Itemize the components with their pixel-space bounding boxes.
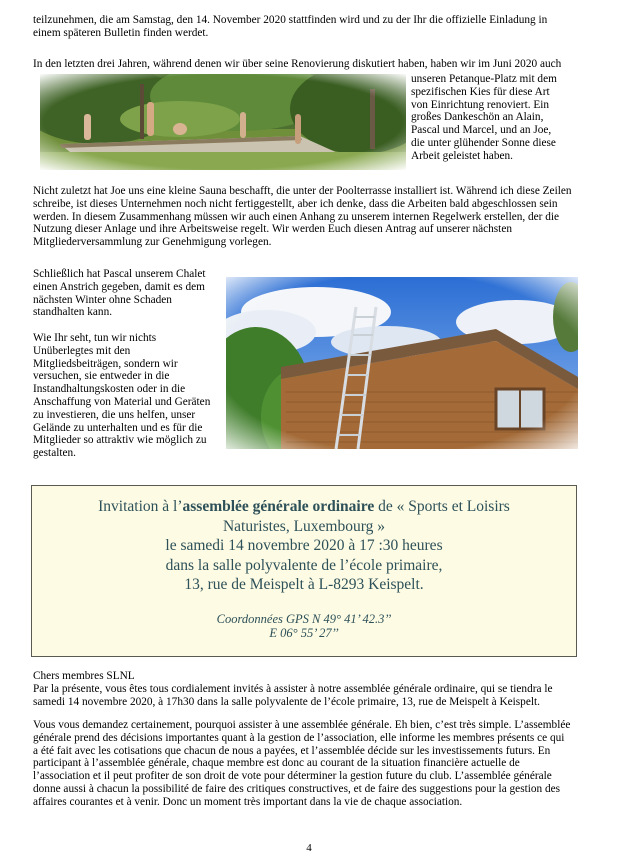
petanque-side-line: Arbeit geleistet haben. [411, 149, 513, 162]
sauna-line: Mitgliederversammlung zur Genehmigung vorlegen. [33, 236, 272, 249]
gps-east: E 06° 55’ 27’’ [269, 625, 339, 640]
sauna-line: Nutzung dieser Anlage und ihre Arbeitsweise regelt. Wir werden Euch diesen Antrag auf unserer nächsten [33, 223, 512, 236]
letter-p2-line: participant à l’assemblée générale, chaque membre est donc au courant de la situation financière actuelle de [33, 757, 520, 770]
petanque-line-1: In den letzten drei Jahren, während denen wir über seine Renovierung diskutiert haben, haben wir im Juni 2020 auch [33, 58, 562, 70]
sauna-line: Nicht zuletzt hat Joe uns eine kleine Sauna beschafft, die unter der Poolterrasse installiert ist. Während ich diese Zeilen [33, 185, 572, 197]
chalet-line: standhalten kann. [33, 306, 113, 319]
petanque-side-line: von Einrichtung renoviert. Ein [411, 98, 550, 111]
letter-paragraph-2 [33, 719, 575, 809]
letter-p2-line: affaires courantes et à venir. Donc un moment très important dans la vie de chaque association. [33, 795, 463, 808]
letter-p2-line: donne aussi à chacun la possibilité de faire des critiques constructives, et de faire des suggestions pour la gestion des [33, 782, 561, 795]
chalet-photo [226, 277, 578, 449]
letter-p1-line: samedi 14 novembre 2020, à 17h30 dans la salle polyvalente de l’école primaire, 13, rue de Meispelt à Keispelt. [33, 695, 540, 708]
petanque-side-line: Pascal und Marcel, und an Joe, [411, 124, 552, 137]
invitation-line-2: Naturistes, Luxembourg » [222, 517, 385, 535]
intro-line-1: teilzunehmen, die am Samstag, den 14. November 2020 stattfinden wird und zu der Ihr die offizielle Einladung in [33, 14, 548, 26]
chalet-line: nächsten Winter ohne Schaden [33, 293, 172, 306]
beitraege-line: Mitgliedsbeiträgen, sondern wir [33, 357, 178, 370]
intro-line-2: einem späteren Bulletin finden werdet. [33, 27, 209, 39]
petanque-side-line: spezifischen Kies für diese Art [411, 85, 550, 98]
letter-salutation: Chers membres SLNL [33, 670, 135, 682]
beitraege-line: Anschaffung von Material und Geräten [33, 395, 211, 408]
sauna-paragraph [33, 185, 575, 249]
invitation-bold: assemblée générale ordinaire [182, 498, 375, 515]
beitraege-line: gestalten. [33, 447, 76, 460]
beitraege-paragraph [33, 332, 213, 460]
invitation-venue: dans la salle polyvalente de l’école primaire, [165, 556, 443, 574]
beitraege-line: versuchen, sie entweder in die [33, 370, 170, 383]
beitraege-line: Gelände zu unterhalten und es für die [33, 421, 203, 434]
petanque-side-line: großes Dankeschön an Alain, [411, 111, 544, 124]
beitraege-line: zu investieren, die uns helfen, unser [33, 408, 196, 421]
petanque-photo [40, 74, 406, 170]
invitation-box [31, 485, 577, 657]
beitraege-line: Unüberlegtes mit den [33, 344, 131, 357]
invitation-post: de « Sports et Loisirs [374, 498, 510, 515]
chalet-paragraph [33, 268, 213, 319]
petanque-side-line: die unter glühender Sonne diese [411, 136, 556, 149]
letter-p2-line: l’association et il peut profiter de son droit de vote pour déterminer la gestion future du club. L’assemblée générale [33, 770, 552, 783]
beitraege-line: Mitglieder so attraktiv wie möglich zu [33, 434, 207, 447]
sauna-line: werden. In diesem Zusammenhang müssen wir auch einen Anhang zu unserem internen Regelwerk erstellen, der die [33, 210, 560, 223]
beitraege-line: Instandhaltungskosten oder in die [33, 383, 186, 396]
letter-p1-line: Par la présente, vous êtes tous cordialement invités à assister à notre assemblée générale ordinaire, qui se tiendra le [33, 683, 553, 695]
sauna-line: schreibe, ist dieses Unternehmen noch nicht fertiggestellt, aber ich denke, dass die Arbeiten bald abgeschlossen sein [33, 197, 558, 210]
invitation-address: 13, rue de Meispelt à L-8293 Keispelt. [184, 576, 424, 593]
invitation-pre: Invitation à l’ [98, 498, 183, 515]
page-number: 4 [306, 842, 312, 854]
letter-p2-line: générale prend des décisions importantes quant à la gestion de l’association, elle informe les membres présents ce qui [33, 731, 565, 744]
letter-paragraph-1 [33, 683, 575, 709]
letter-p2-line: Vous vous demandez certainement, pourquoi assister à une assemblée générale. Eh bien, c’est très simple. L’assemblée [33, 719, 571, 731]
gps-north: Coordonnées GPS N 49° 41’ 42.3’’ [216, 611, 392, 626]
petanque-side-text [411, 73, 574, 163]
letter-p2-line: a été fait avec les cotisations que chacun de nous a payées, et l’assemblée décide sur les investissements futurs. En [33, 744, 551, 757]
invitation-title [32, 497, 576, 517]
beitraege-line: Wie Ihr seht, tun wir nichts [33, 332, 157, 344]
petanque-side-line: unseren Petanque-Platz mit dem [411, 73, 557, 85]
chalet-line: einen Anstrich gegeben, damit es dem [33, 280, 205, 293]
chalet-line: Schließlich hat Pascal unserem Chalet [33, 268, 206, 280]
invitation-date: le samedi 14 novembre 2020 à 17 :30 heures [165, 537, 443, 554]
